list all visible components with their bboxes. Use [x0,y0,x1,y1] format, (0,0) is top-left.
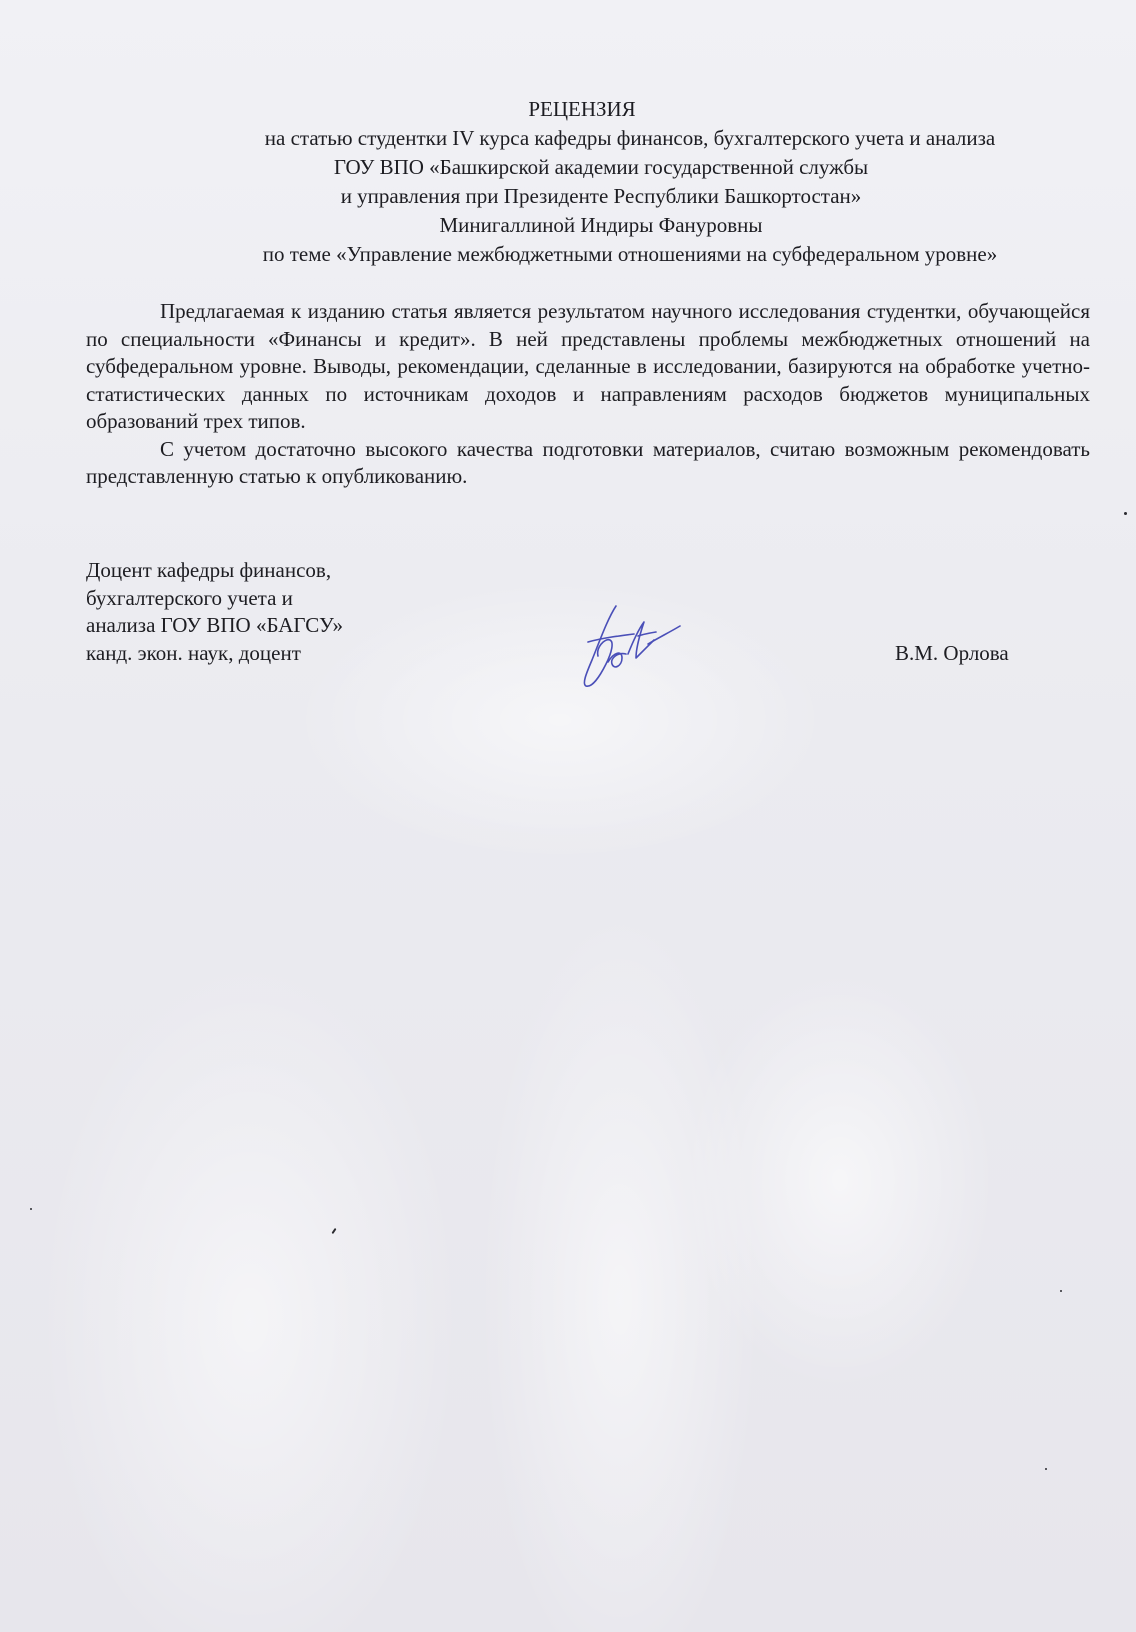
subtitle-line-2: ГОУ ВПО «Башкирской академии государственной службы [333,155,869,179]
signatory-position [86,557,343,667]
scan-speck [331,1228,336,1234]
position-line-3: анализа ГОУ ВПО «БАГСУ» [86,613,344,637]
position-line-2: бухгалтерского учета и [86,585,293,610]
paragraph-2: С учетом достаточно высокого качества подготовки материалов, считаю возможным рекомендовать представленную статью к опубликованию. [86,436,1090,488]
subtitle-line-5: по теме «Управление межбюджетными отношениями на субфедеральном уровне» [262,242,998,266]
signatory-name: В.М. Орлова [895,641,1009,665]
review-body [86,298,1090,491]
scan-speck [1045,1468,1047,1470]
handwritten-signature [578,600,683,692]
scan-speck [30,1208,32,1210]
scan-speck [1060,1290,1062,1292]
paragraph-1: Предлагаемая к изданию статья является результатом научного исследования студентки, обучающейся по специальности «Финансы и кредит». В ней представлены проблемы межбюджетных отношений на субфедеральном уровне. Выводы, рекомендации, сделанные в исследовании, базируются на обработке учетно-статистических данных по источникам доходов и направлениям расходов бюджетов муниципальных образований трех типов. [86,299,1090,433]
document-title: РЕЦЕНЗИЯ [528,97,636,121]
subtitle-line-4: Минигаллиной Индиры Фануровны [439,213,763,237]
scan-speck [1124,512,1127,515]
subtitle-line-3: и управления при Президенте Республики Башкортостан» [340,184,862,208]
document-header [130,95,1130,269]
position-line-1: Доцент кафедры финансов, [86,558,332,582]
subtitle-line-1: на статью студентки IV курса кафедры финансов, бухгалтерского учета и анализа [264,126,996,150]
position-line-4: канд. экон. наук, доцент [86,640,301,665]
